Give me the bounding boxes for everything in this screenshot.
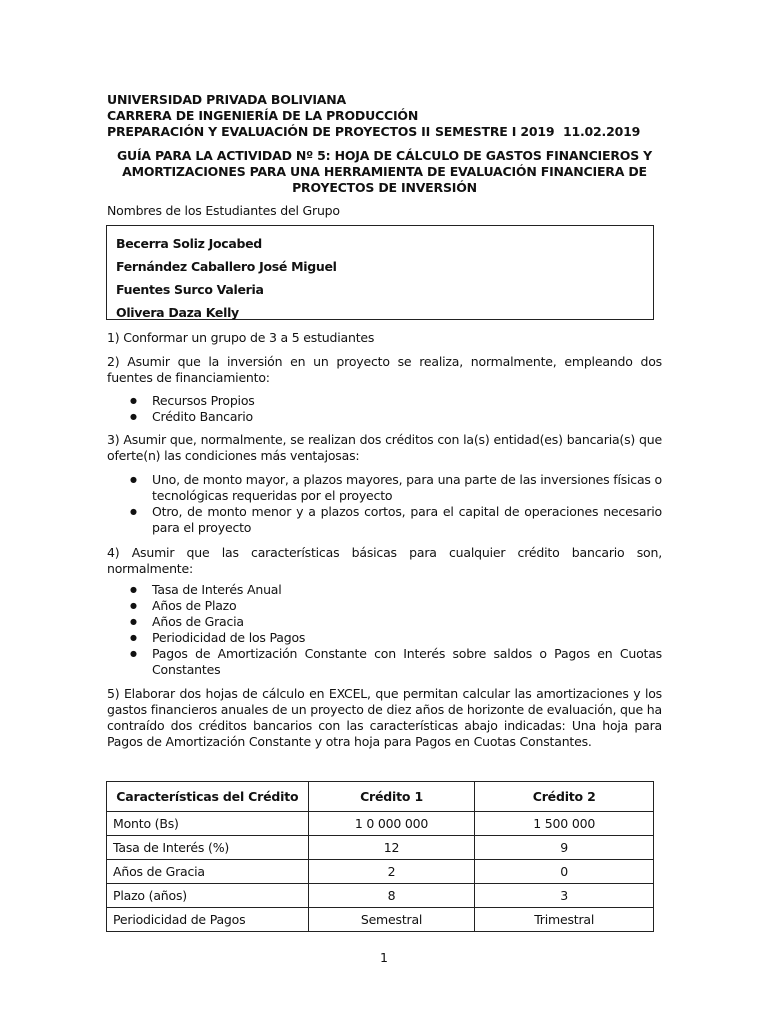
table-cell: Monto (Bs): [107, 812, 309, 836]
table-cell: 1 500 000: [475, 812, 654, 836]
date: 11.02.2019: [563, 124, 641, 139]
student-name: Becerra Soliz Jocabed: [116, 236, 262, 251]
credit-table: [106, 781, 654, 932]
career-name: CARRERA DE INGENIERÍA DE LA PRODUCCIÓN: [107, 108, 419, 123]
item-3-list: [130, 472, 662, 536]
item-3: 3) Asumir que, normalmente, se realizan dos créditos con la(s) entidad(es) bancaria(s) que oferte(n) las condiciones más ventajosas:: [107, 432, 662, 463]
list-item: ● Años de Gracia: [130, 614, 662, 630]
table-cell: 3: [475, 884, 654, 908]
list-item: ● Recursos Propios: [130, 393, 662, 409]
table-cell: Años de Gracia: [107, 860, 309, 884]
item-1: 1) Conformar un grupo de 3 a 5 estudiantes: [107, 330, 375, 345]
list-item: ● Años de Plazo: [130, 598, 662, 614]
semester: SEMESTRE I 2019: [435, 124, 555, 139]
table-cell: 2: [308, 860, 475, 884]
document-title: GUÍA PARA LA ACTIVIDAD Nº 5: HOJA DE CÁLCULO DE GASTOS FINANCIEROS Y AMORTIZACIONES PARA UNA HERRAMIENTA DE EVALUACIÓN FINANCIERA DE PROYECTOS DE INVERSIÓN: [116, 148, 653, 195]
students-label: Nombres de los Estudiantes del Grupo: [107, 203, 340, 218]
table-cell: Periodicidad de Pagos: [107, 908, 309, 932]
table-cell: Trimestral: [475, 908, 654, 932]
table-cell: 9: [475, 836, 654, 860]
table-cell: Semestral: [308, 908, 475, 932]
table-row: [107, 860, 654, 884]
column-header: Crédito 2: [475, 782, 654, 812]
list-item: ● Pagos de Amortización Constante con Interés sobre saldos o Pagos en Cuotas Constantes: [130, 646, 662, 678]
table-row: [107, 908, 654, 932]
list-item: ● Periodicidad de los Pagos: [130, 630, 662, 646]
list-item: ● Crédito Bancario: [130, 409, 662, 425]
student-name: Fernández Caballero José Miguel: [116, 259, 337, 274]
item-4: 4) Asumir que las características básicas para cualquier crédito bancario son, normalmente:: [107, 545, 662, 576]
list-item: ● Tasa de Interés Anual: [130, 582, 662, 598]
table-cell: Plazo (años): [107, 884, 309, 908]
table-row: [107, 812, 654, 836]
document-header: [107, 92, 667, 140]
table-row: [107, 884, 654, 908]
table-row: [107, 836, 654, 860]
table-cell: 8: [308, 884, 475, 908]
column-header: Características del Crédito: [107, 782, 309, 812]
table-cell: 0: [475, 860, 654, 884]
table-cell: 1 0 000 000: [308, 812, 475, 836]
university-name: UNIVERSIDAD PRIVADA BOLIVIANA: [107, 92, 346, 107]
item-4-list: [130, 582, 662, 678]
page-number: 1: [380, 950, 388, 965]
course-name: PREPARACIÓN Y EVALUACIÓN DE PROYECTOS II: [107, 124, 431, 139]
student-name: Fuentes Surco Valeria: [116, 282, 264, 297]
item-5: 5) Elaborar dos hojas de cálculo en EXCEL, que permitan calcular las amortizaciones y los gastos financieros anuales de un proyecto de diez años de horizonte de evaluación, que ha contraído dos créditos bancarios con las características abajo indicadas: Una hoja para Pagos de Amortización Constante y otra hoja para Pagos en Cuotas Constantes.: [107, 686, 662, 749]
table-cell: 12: [308, 836, 475, 860]
item-2: 2) Asumir que la inversión en un proyecto se realiza, normalmente, empleando dos fuentes de financiamiento:: [107, 354, 662, 385]
item-2-list: [130, 393, 662, 425]
student-name: Olivera Daza Kelly: [116, 305, 239, 320]
column-header: Crédito 1: [308, 782, 475, 812]
table-cell: Tasa de Interés (%): [107, 836, 309, 860]
students-box: [106, 225, 654, 320]
list-item: ● Uno, de monto mayor, a plazos mayores, para una parte de las inversiones físicas o tecnológicas requeridas por el proyecto: [130, 472, 662, 504]
table-header-row: [107, 782, 654, 812]
list-item: ● Otro, de monto menor y a plazos cortos, para el capital de operaciones necesario para el proyecto: [130, 504, 662, 536]
course-line: [107, 124, 667, 140]
